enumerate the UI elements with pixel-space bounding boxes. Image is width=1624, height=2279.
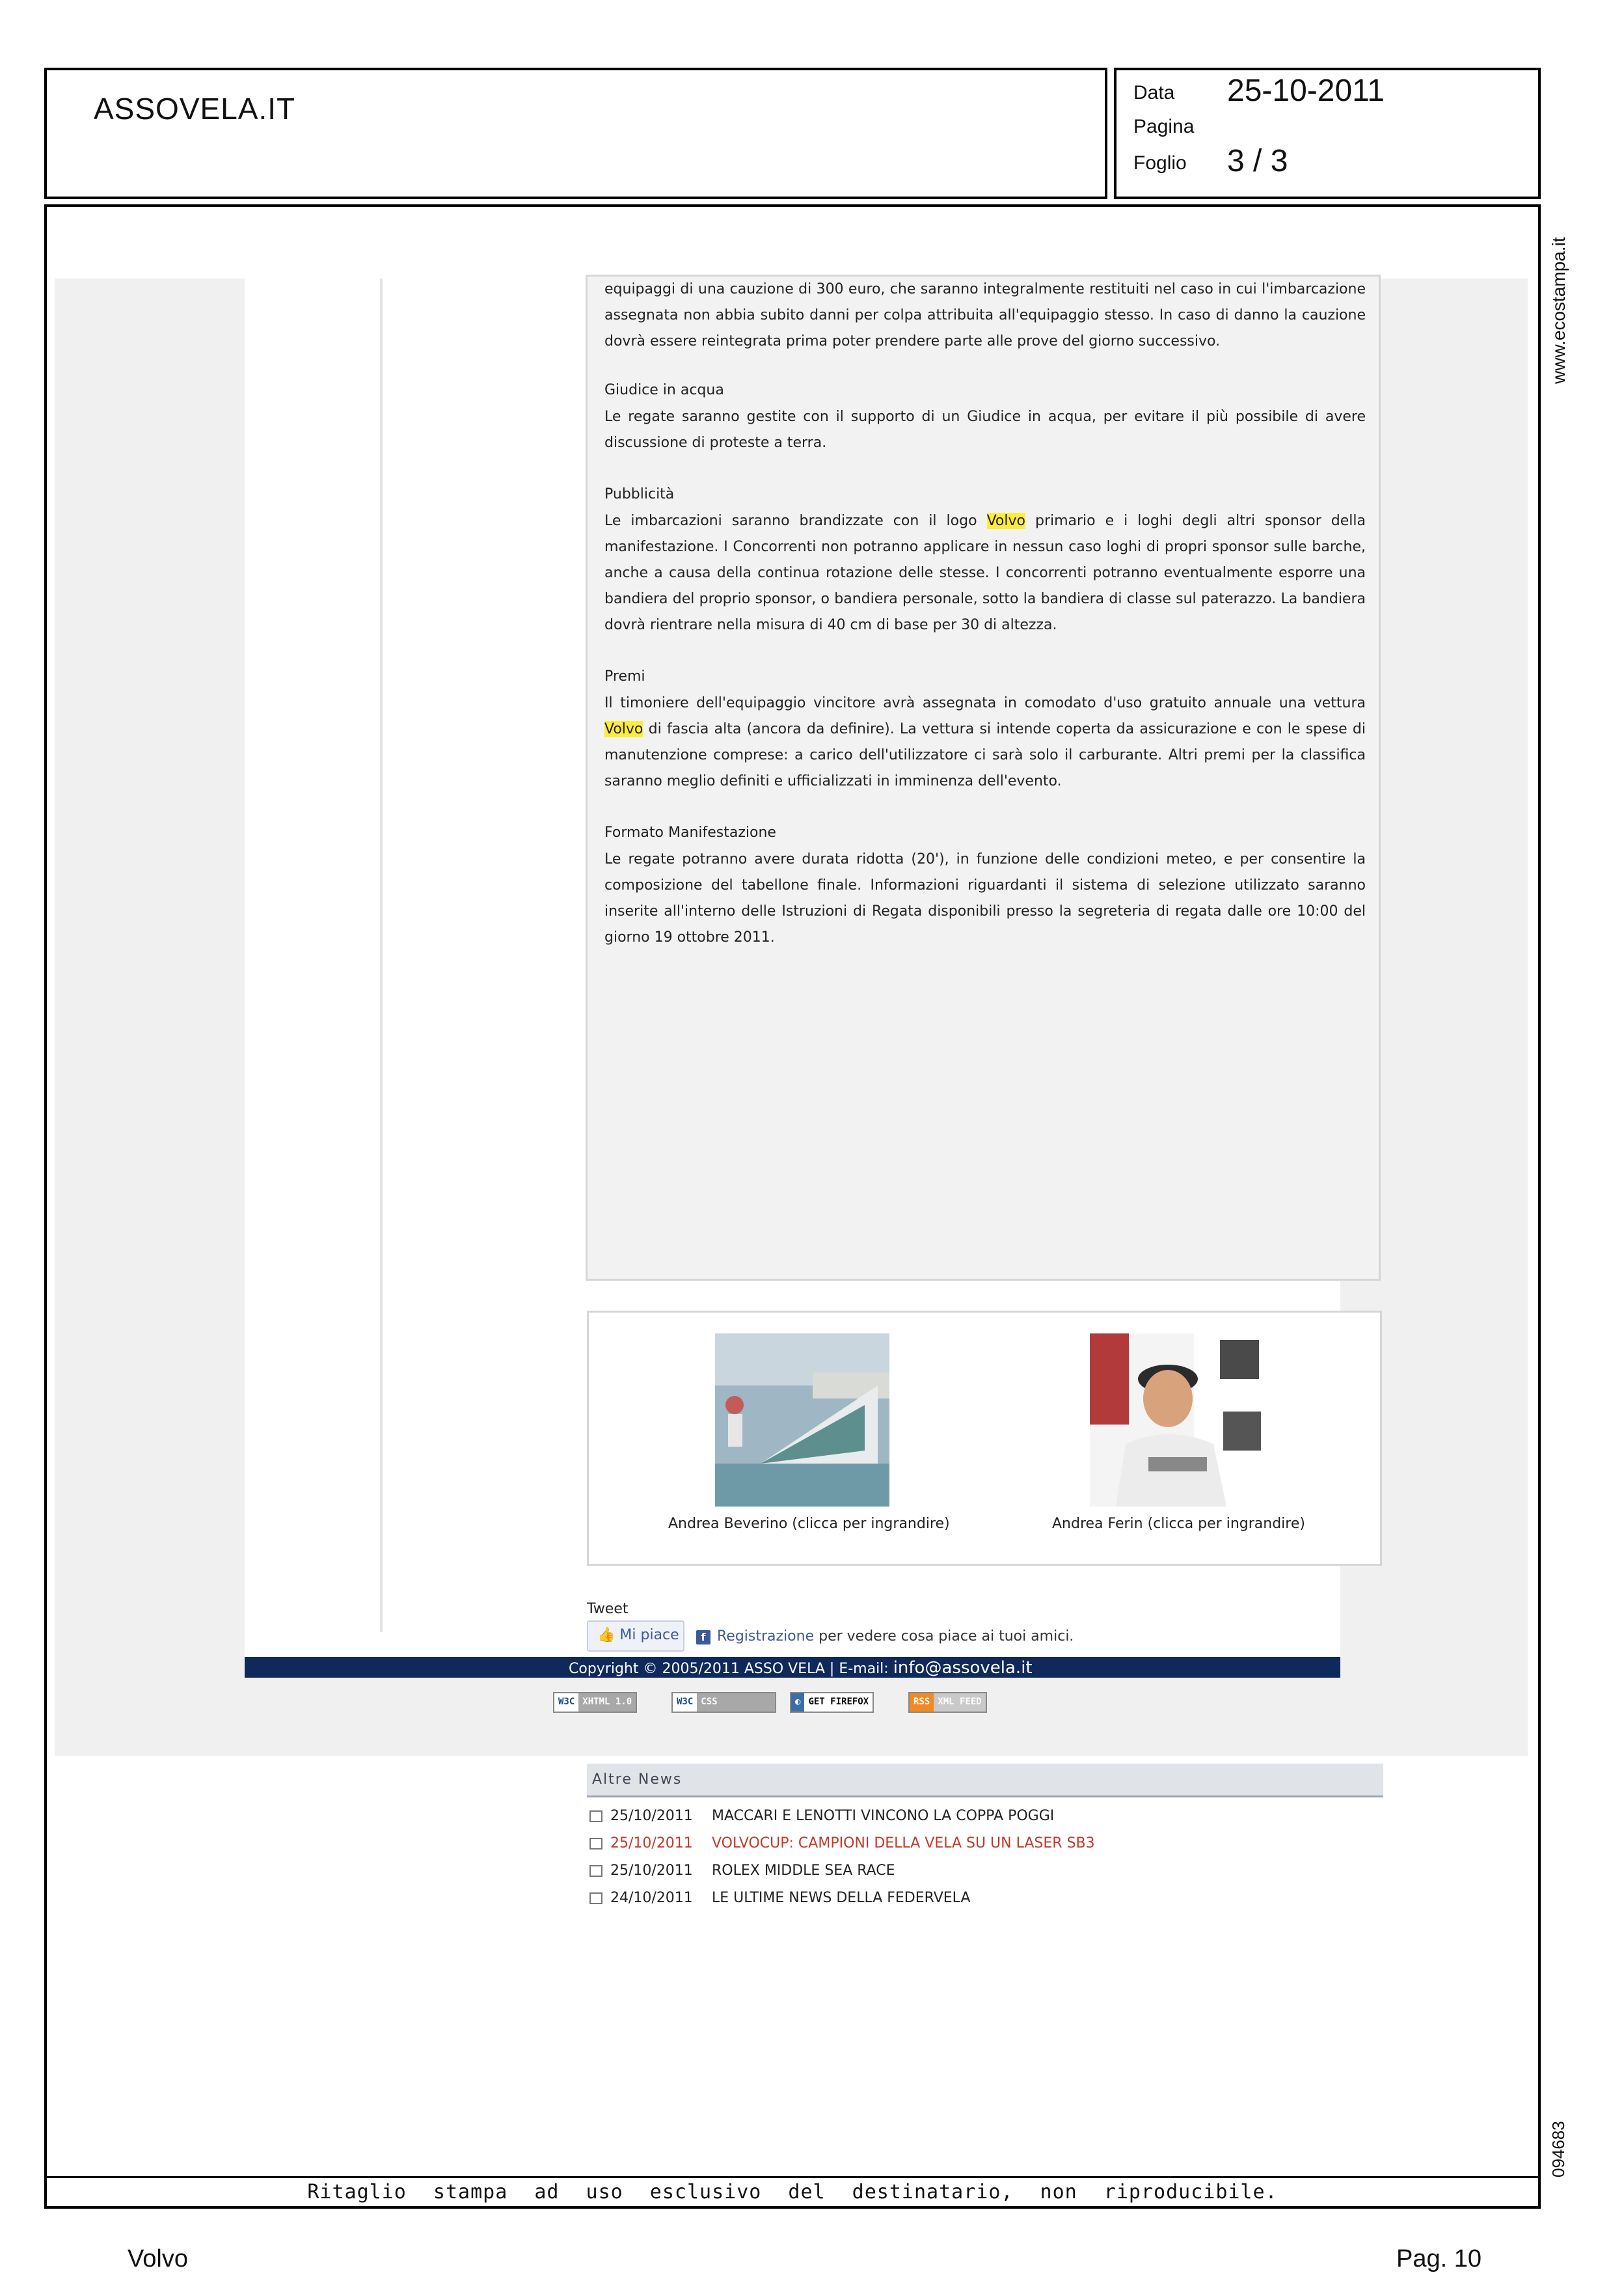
article-paragraph-formato: Le regate potranno avere durata ridotta (20'), in funzione delle condizioni meteo, e per consentire la composizione del tabellone finale. Informazioni riguardanti il sistema di selezione utilizzato saranno inserite all'interno delle Istruzioni di Regata disponibili presso la segreteria di regata dalle ore 10:00 del giorno 19 ottobre 2011. [604,851,1366,946]
xhtml-badge[interactable]: W3C XHTML 1.0 [553,1692,637,1713]
heading-giudice: Giudice in acqua [604,382,724,398]
highlight-volvo: Volvo [604,721,643,737]
calendar-icon [589,1892,602,1904]
highlight-volvo: Volvo [986,513,1025,529]
like-button[interactable]: 👍 Mi piace [587,1620,684,1652]
article-body [586,275,1381,1281]
article-paragraph-premi: Il timoniere dell'equipaggio vincitore avrà assegnata in comodato d'uso gratuito annuale una vettura Volvo di fascia alta (ancora da definire). La vettura si intende coperta da assicurazione e con le spese di manutenzione comprese: a carico dell'utilizzatore ci sarà solo il carburante. Altri premi per la classifica saranno meglio definiti e ufficializzati in imminenza dell'evento. [604,695,1366,789]
photo-beverino[interactable] [715,1333,889,1507]
heading-premi: Premi [604,668,645,685]
tweet-link[interactable]: Tweet [587,1601,629,1617]
sidebar-divider [380,279,383,1632]
register-link[interactable]: Registrazione [717,1628,815,1644]
pagina-label: Pagina [1133,116,1195,137]
client-name: Volvo [128,2245,188,2272]
article-paragraph-deposit: equipaggi di una cauzione di 300 euro, che saranno integralmente restituiti nel caso in cui l'imbarcazione assegnata non abbia subito danni per colpa attribuita all'equipaggio stesso. In caso di danno la cauzione dovrà essere reintegrata prima poter prendere parte alle prove del giorno successivo. [604,281,1366,349]
facebook-icon: f [696,1630,710,1644]
copyright-text: Copyright © 2005/2011 ASSO VELA | E-mail: [569,1661,893,1677]
photo-gallery [587,1311,1382,1566]
news-item[interactable]: 24/10/2011 LE ULTIME NEWS DELLA FEDERVELA [589,1890,971,1906]
email-link[interactable]: info@assovela.it [893,1658,1033,1678]
site-name: ASSOVELA.IT [94,92,296,126]
heading-formato: Formato Manifestazione [604,825,776,841]
reproduction-notice: Ritaglio stampa ad uso esclusivo del destinatario, non riproducibile. [47,2176,1538,2204]
calendar-icon [589,1838,602,1849]
header-meta-box [1114,68,1541,199]
clip-code: 094683 [1549,2121,1568,2177]
calendar-icon [589,1810,602,1822]
news-item[interactable]: 25/10/2011 ROLEX MIDDLE SEA RACE [589,1863,895,1879]
article-paragraph-pubblicita: Le imbarcazioni saranno brandizzate con il logo Volvo primario e i loghi degli altri sponsor della manifestazione. I Concorrenti non potranno applicare in nessun caso loghi di propri sponsor sulle barche, anche a causa della continua rotazione delle stesse. I concorrenti potranno eventualmente esporre una bandiera del proprio sponsor, o bandiera personale, sotto la bandiera di classe sul paterazzo. La bandiera dovrà rientrare nella misura di 40 cm di base per 30 di altezza. [604,513,1366,633]
firefox-badge[interactable]: ◐ GET FIREFOX [790,1692,874,1713]
foglio-value: 3 / 3 [1227,144,1288,178]
article-paragraph-giudice: Le regate saranno gestite con il supporto di un Giudice in acqua, per evitare il più possibile di avere discussione di proteste a terra. [604,409,1366,451]
caption-ferin[interactable]: Andrea Ferin (clicca per ingrandire) [1052,1516,1305,1532]
header-left-box [44,68,1107,199]
page-number: Pag. 10 [1396,2245,1482,2272]
facebook-register-line: f Registrazione per vedere cosa piace ai tuoi amici. [696,1628,1074,1644]
foglio-label: Foglio [1133,152,1187,174]
calendar-icon [589,1865,602,1877]
other-news-header: Altre News [587,1764,1383,1797]
data-label: Data [1133,82,1175,103]
date-value: 25-10-2011 [1227,74,1385,108]
ecostampa-url: www.ecostampa.it [1549,237,1569,384]
caption-beverino[interactable]: Andrea Beverino (clicca per ingrandire) [668,1516,950,1532]
photo-ferin[interactable] [1090,1333,1264,1507]
rss-badge[interactable]: RSS XML FEED [908,1692,987,1713]
news-item[interactable]: 25/10/2011 VOLVOCUP: CAMPIONI DELLA VELA SU UN LASER SB3 [589,1835,1095,1851]
news-item[interactable]: 25/10/2011 MACCARI E LENOTTI VINCONO LA COPPA POGGI [589,1808,1054,1824]
heading-pubblicita: Pubblicità [604,486,675,502]
firefox-icon: ◐ [791,1693,804,1712]
web-capture [55,279,1528,1906]
thumbs-up-icon: 👍 [597,1627,616,1643]
css-badge[interactable]: W3C CSS [671,1692,776,1713]
